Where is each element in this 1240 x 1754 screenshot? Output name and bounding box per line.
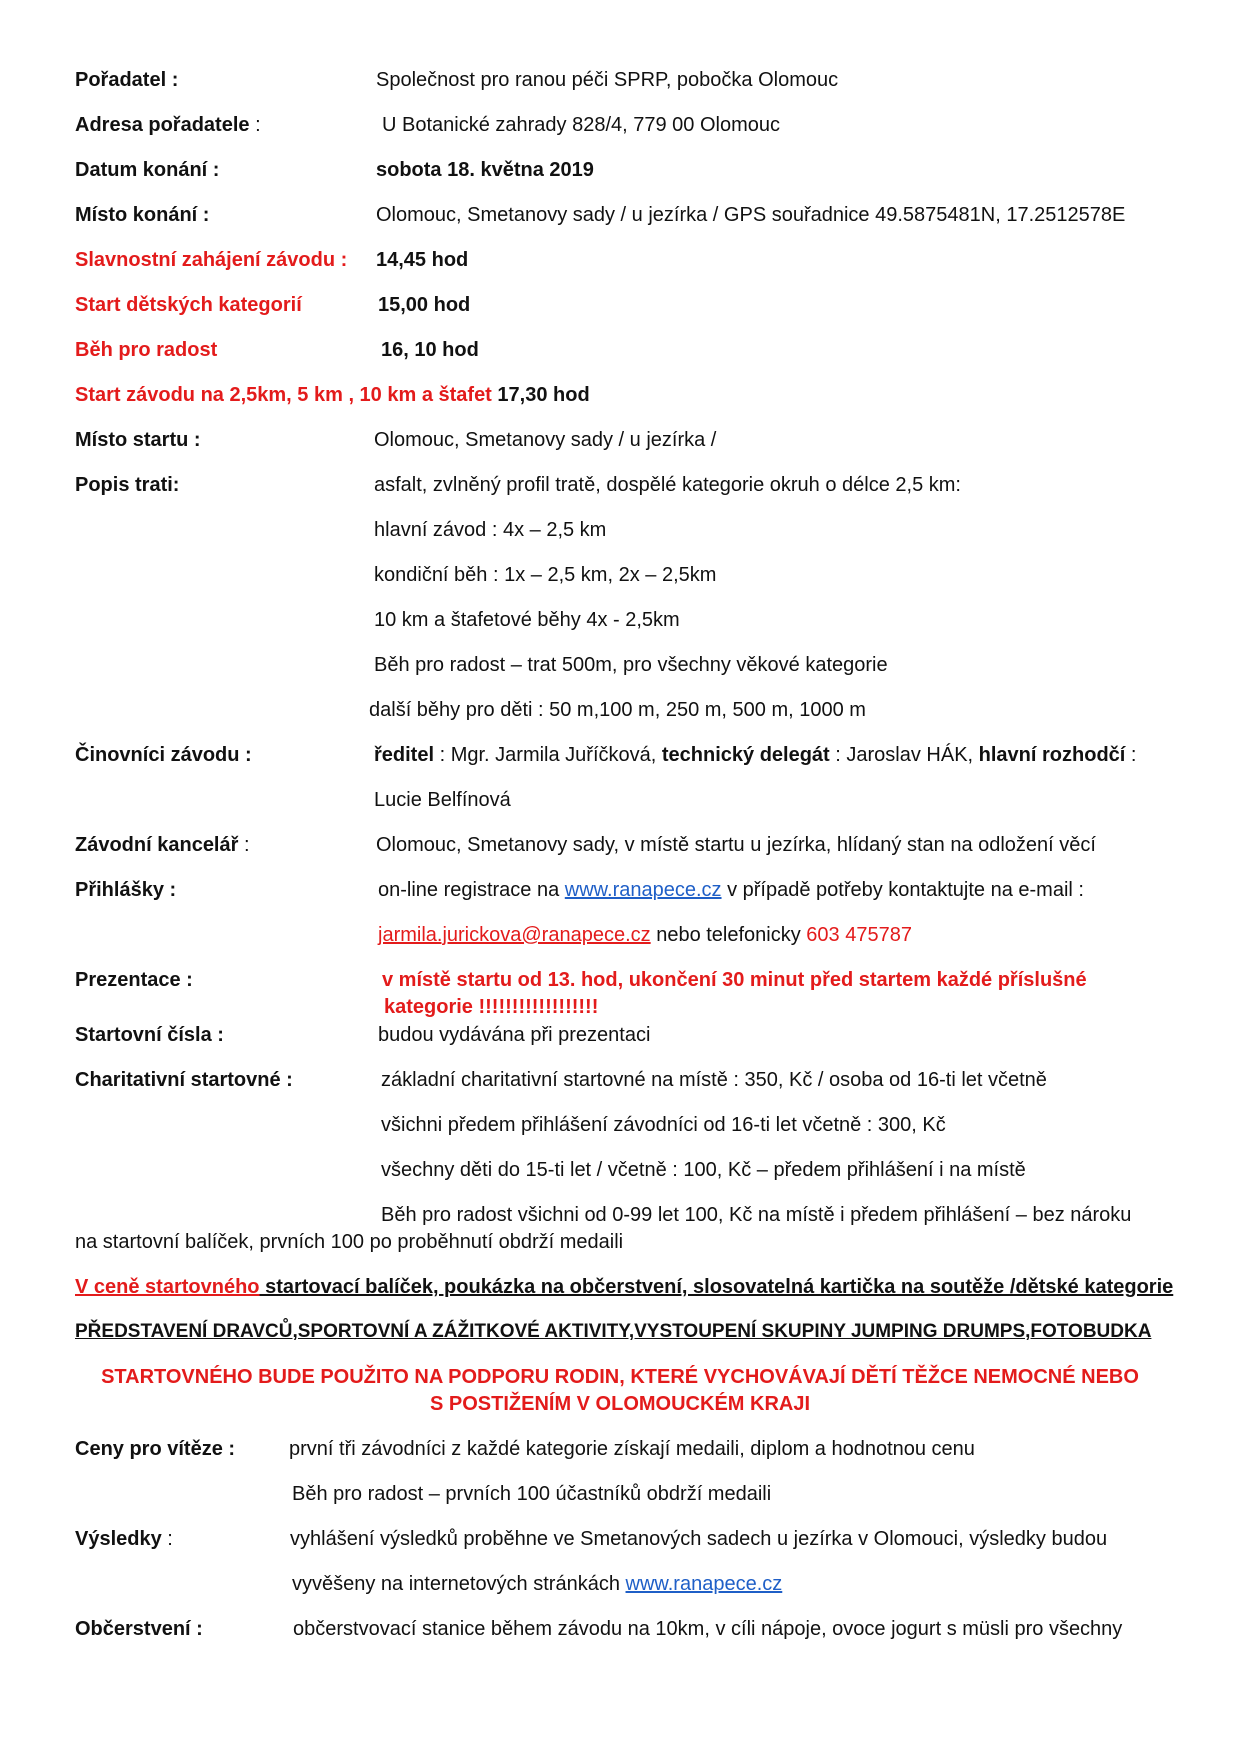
results-label: Výsledky (75, 1528, 162, 1550)
package-row (75, 1274, 1173, 1300)
opening-label: Slavnostní zahájení závodu : (75, 249, 348, 271)
start-place-value: Olomouc, Smetanovy sady / u jezírka / (374, 429, 717, 451)
organizer-label: Pořadatel : (75, 69, 179, 91)
package-value: startovací balíček, poukázka na občerstvení, slosovatelná kartička na soutěže /dětské kategorie (259, 1276, 1174, 1298)
phone-pre: nebo telefonicky (650, 924, 807, 946)
start-place-label: Místo startu : (75, 429, 201, 451)
contact-row (378, 922, 912, 948)
office-value: Olomouc, Smetanovy sady, v místě startu u jezírka, hlídaný stan na odložení věcí (376, 834, 1096, 856)
kids-start-label: Start dětských kategorií (75, 294, 302, 316)
registration-pre: on-line registrace na (378, 879, 565, 901)
address-label: Adresa pořadatele (75, 114, 250, 136)
charity-line2: S POSTIŽENÍM V OLOMOUCKÉM KRAJI (429, 1393, 811, 1415)
numbers-value: budou vydávána při prezentaci (378, 1024, 651, 1046)
date-label: Datum konání : (75, 159, 220, 181)
director-label: ředitel (374, 744, 435, 766)
date-value: sobota 18. května 2019 (376, 159, 594, 181)
delegate-label: technický delegát (661, 744, 830, 766)
track-line: další běhy pro děti : 50 m,100 m, 250 m, 500 m, 1000 m (369, 699, 866, 721)
main-start-row (75, 382, 590, 408)
results-website-link[interactable]: www.ranapece.cz (625, 1573, 783, 1595)
track-line: hlavní závod : 4x – 2,5 km (374, 519, 607, 541)
phone-number: 603 475787 (806, 924, 912, 946)
results-line1: vyhlášení výsledků proběhne ve Smetanových sadech u jezírka v Olomouci, výsledky budou (290, 1528, 1108, 1550)
fee-line: Běh pro radost všichni od 0-99 let 100, Kč na místě i předem přihlášení – bez nároku (381, 1204, 1132, 1226)
track-line: 10 km a štafetové běhy 4x - 2,5km (374, 609, 680, 631)
joy-run-value: 16, 10 hod (381, 339, 479, 361)
office-label-suffix: : (238, 834, 250, 856)
address-label-suffix: : (249, 114, 261, 136)
registration-post: v případě potřeby kontaktujte na e-mail : (721, 879, 1084, 901)
address-value: U Botanické zahrady 828/4, 779 00 Olomouc (382, 114, 781, 136)
refreshment-label: Občerstvení : (75, 1618, 203, 1640)
organizer-value: Společnost pro ranou péči SPRP, pobočka Olomouc (376, 69, 839, 91)
officials-row (374, 742, 1136, 768)
venue-value: Olomouc, Smetanovy sady / u jezírka / GPS souřadnice 49.5875481N, 17.2512578E (376, 204, 1126, 226)
registration-label: Přihlášky : (75, 879, 177, 901)
presentation-label: Prezentace : (75, 969, 193, 991)
address-label-row (75, 112, 261, 138)
program-line: PŘEDSTAVENÍ DRAVCŮ,SPORTOVNÍ A ZÁŽITKOVÉ AKTIVITY,VYSTOUPENÍ SKUPINY JUMPING DRUMPS,FOTOBUDKA (75, 1321, 1152, 1342)
registration-row (378, 877, 1084, 903)
fee-line: všichni předem přihlášení závodníci od 16-ti let včetně : 300, Kč (381, 1114, 946, 1136)
fee-label: Charitativní startovné : (75, 1069, 293, 1091)
prizes-label: Ceny pro vítěze : (75, 1438, 236, 1460)
track-label: Popis trati: (75, 474, 180, 496)
kids-start-value: 15,00 hod (378, 294, 471, 316)
presentation-line2: kategorie !!!!!!!!!!!!!!!!!! (384, 996, 599, 1018)
officials-label: Činovníci závodu : (75, 744, 252, 766)
office-label-row (75, 832, 250, 858)
referee-value: : (1125, 744, 1137, 766)
fee-wrap: na startovní balíček, prvních 100 po proběhnutí obdrží medaili (75, 1231, 624, 1253)
director-value: : Mgr. Jarmila Juříčková, (434, 744, 662, 766)
fee-line: všechny děti do 15-ti let / včetně : 100, Kč – předem přihlášení i na místě (381, 1159, 1026, 1181)
prizes-line1: první tři závodníci z každé kategorie získají medaili, diplom a hodnotnou cenu (289, 1438, 975, 1460)
results-label-suffix: : (161, 1528, 173, 1550)
results-label-row (75, 1526, 173, 1552)
track-line: asfalt, zvlněný profil tratě, dospělé kategorie okruh o délce 2,5 km: (374, 474, 961, 496)
joy-run-label: Běh pro radost (75, 339, 218, 361)
delegate-value: : Jaroslav HÁK, (829, 744, 979, 766)
venue-label: Místo konání : (75, 204, 210, 226)
results-line2-text: vyvěšeny na internetových stránkách (292, 1573, 626, 1595)
referee-label: hlavní rozhodčí (978, 744, 1126, 766)
track-line: kondiční běh : 1x – 2,5 km, 2x – 2,5km (374, 564, 717, 586)
charity-line1: STARTOVNÉHO BUDE POUŽITO NA PODPORU RODIN, KTERÉ VYCHOVÁVAJÍ DĚTÍ TĚŽCE NEMOCNÉ NEBO (101, 1366, 1139, 1388)
main-start-value: 17,30 hod (497, 384, 590, 406)
opening-value: 14,45 hod (376, 249, 469, 271)
numbers-label: Startovní čísla : (75, 1024, 224, 1046)
fee-line: základní charitativní startovné na místě : 350, Kč / osoba od 16-ti let včetně (381, 1069, 1047, 1091)
track-line: Běh pro radost – trat 500m, pro všechny věkové kategorie (374, 654, 888, 676)
website-link[interactable]: www.ranapece.cz (564, 879, 722, 901)
email-link[interactable]: jarmila.jurickova@ranapece.cz (378, 924, 651, 946)
refreshment-value: občerstvovací stanice během závodu na 10km, v cíli nápoje, ovoce jogurt s müsli pro všechny (293, 1618, 1123, 1640)
office-label: Závodní kancelář (75, 834, 239, 856)
package-label: V ceně startovného (75, 1276, 260, 1298)
referee-name: Lucie Belfínová (374, 789, 511, 811)
main-start-label: Start závodu na 2,5km, 5 km , 10 km a štafet (75, 384, 492, 406)
prizes-line2: Běh pro radost – prvních 100 účastníků obdrží medaili (292, 1483, 772, 1505)
results-line2 (292, 1571, 782, 1597)
presentation-line1: v místě startu od 13. hod, ukončení 30 minut před startem každé příslušné (382, 969, 1087, 991)
